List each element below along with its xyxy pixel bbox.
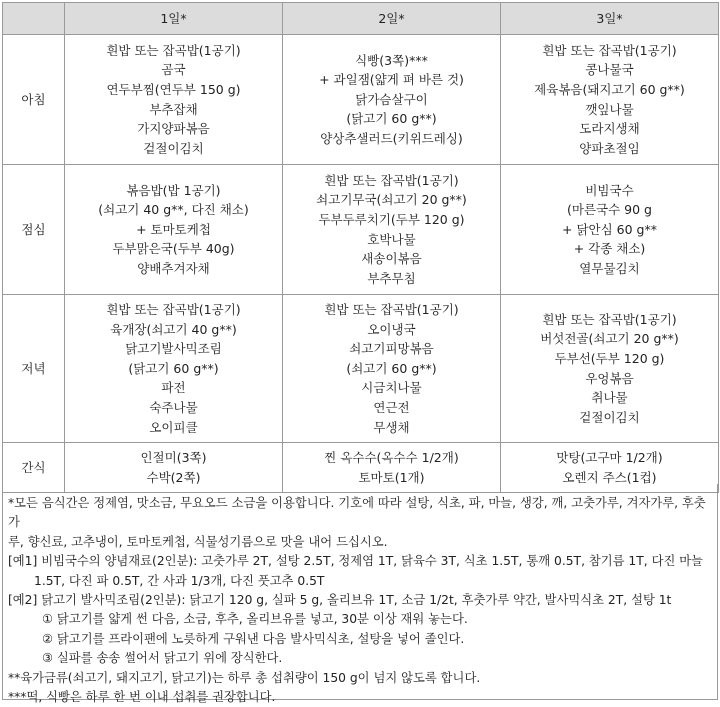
meal-row-breakfast [3, 35, 719, 165]
recipe-step-3: ③ 실파를 송송 썰어서 닭고기 위에 장식한다. [42, 651, 283, 666]
meal-plan-table [2, 2, 719, 493]
menu-item: 깻잎나물 [585, 101, 634, 117]
menu-item: 연근전 [373, 399, 410, 415]
menu-item: 닭가슴살구이 [355, 91, 428, 107]
menu-item: 육개장(쇠고기 40 g**) [110, 321, 237, 337]
menu-item: 양배추겨자채 [137, 260, 210, 276]
menu-item: 제육볶음(돼지고기 60 g**) [534, 81, 685, 97]
menu-item: 닭고기발사믹조림 [125, 341, 222, 357]
menu-item: 겉절이김치 [579, 409, 640, 425]
menu-cell [65, 35, 283, 165]
note-seasoning-cont: 루, 향신료, 고추냉이, 토마토케첩, 식물성기름으로 맛을 내어 드십시오. [8, 534, 388, 549]
menu-cell [501, 35, 719, 165]
menu-item: 맛탕(고구마 1/2개) [556, 450, 663, 466]
menu-item: 흰밥 또는 잡곡밥(1공기) [106, 302, 241, 317]
recipe-step-1: ① 닭고기를 얇게 썬 다음, 소금, 후추, 올리브유를 넣고, 30분 이상 재워 놓는다. [42, 612, 468, 627]
menu-item: 쇠고기무국(쇠고기 20 g**) [316, 192, 467, 208]
header-day-1: 1일* [65, 3, 283, 35]
menu-cell [501, 295, 719, 443]
menu-item: 부추잡채 [149, 101, 198, 117]
menu-item: 식빵(3쪽)*** [355, 52, 428, 68]
header-row [3, 3, 719, 35]
menu-item: 부추무침 [367, 270, 416, 286]
meal-label: 저녁 [3, 295, 65, 443]
example-1: [예1] 비빔국수의 양념재료(2인분): 고춧가루 2T, 설탕 2.5T, 정제염 1T, 닭육수 3T, 식초 1.5T, 통깨 0.5T, 참기름 1T, 다진 마늘 [8, 554, 704, 569]
menu-item: 찐 옥수수(옥수수 1/2개) [324, 450, 459, 466]
menu-item: 수박(2쪽) [146, 469, 201, 485]
menu-item: (쇠고기 60 g**) [346, 360, 437, 376]
note-bread-limit: ***떡, 식빵은 하루 한 번 이내 섭취를 권장합니다. [8, 690, 276, 705]
menu-item: 두부맑은국(두부 40g) [112, 241, 235, 257]
header-corner [3, 3, 65, 35]
menu-item: + 닭안심 60 g** [562, 221, 657, 237]
menu-item: 호박나물 [367, 231, 416, 247]
footnotes [2, 484, 718, 705]
menu-item: 연두부찜(연두부 150 g) [106, 81, 241, 97]
menu-cell [65, 165, 283, 295]
meal-label: 점심 [3, 165, 65, 295]
recipe-step-2: ② 닭고기를 프라이팬에 노릇하게 구워낸 다음 발사믹식초, 설탕을 넣어 졸인다. [42, 631, 465, 646]
menu-item: 버섯전골(쇠고기 20 g**) [540, 331, 679, 347]
note-meat-limit: **육가금류(쇠고기, 돼지고기, 닭고기)는 하루 총 섭취량이 150 g이 넘지 않도록 합니다. [8, 670, 481, 685]
menu-item: 가지양파볶음 [137, 121, 210, 137]
meal-row-lunch [3, 165, 719, 295]
menu-item: 시금치나물 [361, 380, 422, 396]
menu-cell [283, 165, 501, 295]
menu-item: 콩나물국 [585, 62, 634, 78]
menu-item: 흰밥 또는 잡곡밥(1공기) [542, 42, 677, 58]
menu-item: (마른국수 90 g [567, 202, 652, 218]
menu-item: 두부두루치기(두부 120 g) [318, 211, 465, 227]
menu-item: 두부선(두부 120 g) [554, 350, 665, 366]
menu-item: 흰밥 또는 잡곡밥(1공기) [324, 302, 459, 317]
menu-cell [283, 295, 501, 443]
menu-item: 오이냉국 [367, 321, 416, 337]
meal-label: 간식 [3, 443, 65, 493]
menu-item: 취나물 [591, 390, 628, 406]
menu-cell [65, 295, 283, 443]
menu-item: 파전 [161, 380, 186, 396]
menu-item: 무생채 [373, 419, 410, 435]
menu-item: + 각종 채소) [573, 241, 646, 257]
menu-item: 도라지생채 [579, 121, 640, 137]
menu-item: 토마토(1개) [358, 469, 425, 485]
menu-item: 비빔국수 [585, 182, 634, 198]
menu-item: (쇠고기 40 g**, 다진 채소) [98, 202, 249, 218]
menu-item: 흰밥 또는 잡곡밥(1공기) [106, 42, 241, 58]
example-1-cont: 1.5T, 다진 파 0.5T, 간 사과 1/3개, 다진 풋고추 0.5T [34, 573, 325, 588]
menu-item: 볶음밥(밥 1공기) [126, 182, 221, 198]
menu-item: 새송이볶음 [361, 251, 422, 267]
menu-item: 곰국 [161, 62, 186, 78]
menu-item: 오이피클 [149, 419, 198, 435]
menu-item: 양파초절임 [579, 140, 640, 156]
menu-item: 오렌지 주스(1컵) [562, 469, 657, 485]
menu-item: 흰밥 또는 잡곡밥(1공기) [324, 172, 459, 188]
menu-item: 열무물김치 [579, 260, 640, 276]
menu-cell [501, 165, 719, 295]
menu-item: 쇠고기피망볶음 [349, 341, 434, 357]
note-seasoning: *모든 음식간은 정제염, 맛소금, 무요오드 소금을 이용합니다. 기호에 따라 설탕, 식초, 파, 마늘, 생강, 깨, 고춧가루, 겨자가루, 후춧가 [8, 496, 706, 530]
menu-item: 흰밥 또는 잡곡밥(1공기) [542, 311, 677, 327]
meal-row-dinner [3, 295, 719, 443]
menu-item: 숙주나물 [149, 399, 198, 415]
header-day-2: 2일* [283, 3, 501, 35]
menu-item: (닭고기 60 g**) [128, 360, 219, 376]
menu-item: 겉절이김치 [143, 140, 204, 156]
menu-cell [283, 35, 501, 165]
menu-item: 우엉볶음 [585, 370, 634, 386]
menu-item: 양상추샐러드(키위드레싱) [320, 130, 463, 146]
menu-item: + 과일잼(얇게 펴 바른 것) [319, 72, 464, 88]
menu-item: 인절미(3쪽) [140, 450, 207, 466]
meal-label: 아침 [3, 35, 65, 165]
menu-item: + 토마토케첩 [136, 221, 211, 237]
header-day-3: 3일* [501, 3, 719, 35]
example-2: [예2] 닭고기 발사믹조림(2인분): 닭고기 120 g, 실파 5 g, 올리브유 1T, 소금 1/2t, 후춧가루 약간, 발사믹식초 2T, 설탕 1t [8, 593, 672, 608]
menu-item: (닭고기 60 g**) [346, 111, 437, 127]
